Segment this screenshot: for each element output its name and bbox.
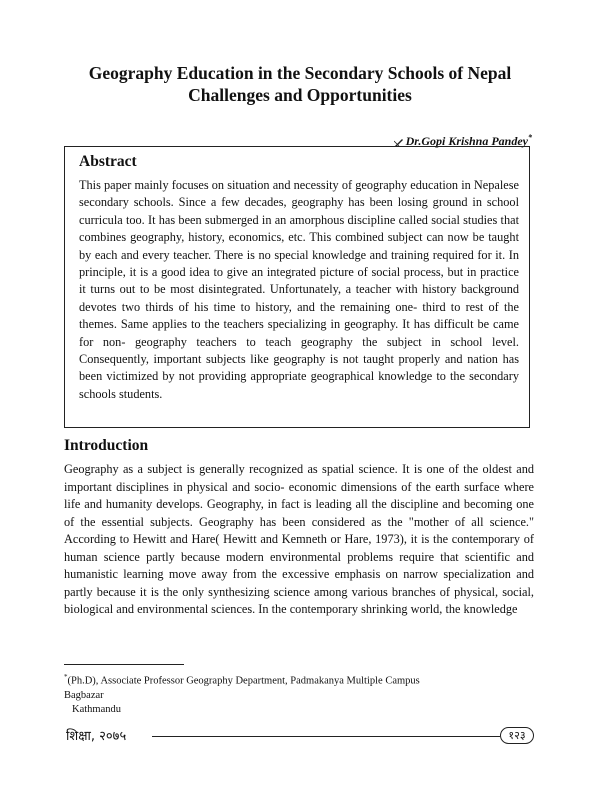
footer-divider bbox=[152, 736, 500, 737]
journal-name: शिक्षा, २०७५ bbox=[66, 729, 127, 744]
footnote-divider bbox=[64, 664, 184, 665]
footnote-line-1: (Ph.D), Associate Professor Geography Department, Padmakanya Multiple Campus Bagbazar bbox=[64, 675, 420, 701]
abstract-box bbox=[64, 146, 530, 428]
abstract-text: This paper mainly focuses on situation and necessity of geography education in Nepalese secondary schools. Since a few decades, geography has been losing ground in school curricula too. It has been submerged in an amorphous discipline called social studies that combines geography, history, economics, etc. This combined subject can now be taught by each and every teacher. There is no special knowledge and training required for it. In principle, it is a good idea to give an integrated picture of social process, but in practice it turns out to be most disintegrated. Unfortunately, a teacher with history background devotes two thirds of his time to history, and the remaining one- third to rest of the themes. Same applies to the teachers specializing in geography. It has difficult be came for non- geography teachers to teach geography the subject in school level. Consequently, important subjects like geography is not taught properly and nation has been victimized by not providing appropriate geographical knowledge to the secondary schools students. bbox=[79, 178, 519, 401]
introduction-heading: Introduction bbox=[64, 437, 149, 454]
introduction-text: Geography as a subject is generally recognized as spatial science. It is one of the oldest and important disciplines in physical and socio- economic dimensions of the earth surface where life and humanity develops. Geography, in fact is leading all the discipline and becoming one of the essential subjects. Geography has been considered as the "mother of all science." According to Hewitt and Hare( Hewitt and Kemneth or Hare, 1973), it is the contemporary of human science partly because modern environmental problems require that scientific and humanistic learning move away from the excessive emphasis on narrow specialization and partly because it is the only synthesizing science among various branches of physical, social, biological and environmental sciences. In the contemporary shrinking world, the knowledge bbox=[64, 462, 534, 616]
footnote bbox=[64, 670, 444, 717]
title-line-2: Challenges and Opportunities bbox=[188, 85, 412, 105]
footnote-line-2: Kathmandu bbox=[72, 703, 121, 715]
footnote-mark: * bbox=[64, 673, 68, 681]
title-line-1: Geography Education in the Secondary Schools of Nepal bbox=[88, 63, 512, 83]
abstract-heading: Abstract bbox=[79, 153, 137, 170]
paper-title bbox=[60, 62, 540, 106]
author-name: Dr.Gopi Krishna Pandey bbox=[405, 134, 528, 148]
page-number: १२३ bbox=[500, 727, 534, 744]
author-footnote-mark: * bbox=[528, 133, 532, 142]
